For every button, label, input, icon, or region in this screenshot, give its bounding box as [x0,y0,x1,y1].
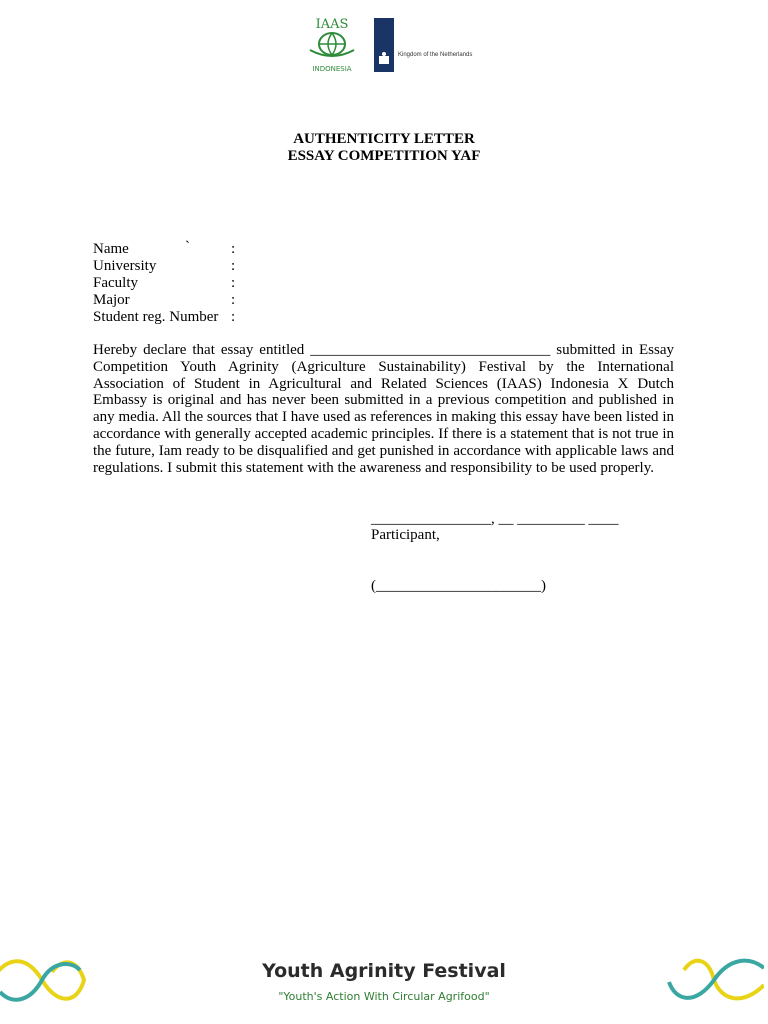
crest-icon [374,18,394,72]
signature-name-line: (______________________) [371,578,546,594]
field-label: University [93,258,157,274]
netherlands-emblem [374,18,394,72]
header-logos [302,14,472,76]
field-label: Faculty [93,275,138,291]
field-colon: : [231,241,236,257]
festival-title: Youth Agrinity Festival [262,960,506,982]
place-date-line: ________________, __ _________ ____ [371,511,619,527]
field-colon: : [231,292,236,308]
field-colon: : [231,309,236,325]
field-label: Student reg. Number [93,309,219,325]
netherlands-logo-text: Kingdom of the Netherlands [398,52,473,58]
field-label: Name [93,241,129,257]
letter-subtitle: ESSAY COMPETITION YAF [287,148,481,164]
field-colon: : [231,258,236,274]
stray-mark: ` [185,239,190,255]
iaas-logo-text: IAAS [315,17,349,32]
participant-label: Participant, [371,527,440,543]
field-label: Major [93,292,130,308]
letter-title: AUTHENTICITY LETTER [293,131,475,147]
festival-tagline: "Youth's Action With Circular Agrifood" [278,990,490,1003]
field-colon: : [231,275,236,291]
iaas-logo-subtext: INDONESIA [312,65,352,73]
iaas-indonesia-logo [302,14,366,74]
declaration-paragraph: Hereby declare that essay entitled ________________________________ submitted in Essay Competition Youth Agrinity (Agriculture Sustainability) Festival by the International Association of Student in Agricultural and Related Sciences (IAAS) Indonesia X Dutch Embassy is original and has never been submitted in a previous competition and published in any media. All the sources that I have used as references in making this essay have been listed in accordance with generally accepted academic principles. If there is a statement that is not true in the future, Iam ready to be disqualified and get punished in accordance with applicable laws and regulations. I submit this statement with the awareness and responsibility to be used properly. [93,342,674,476]
